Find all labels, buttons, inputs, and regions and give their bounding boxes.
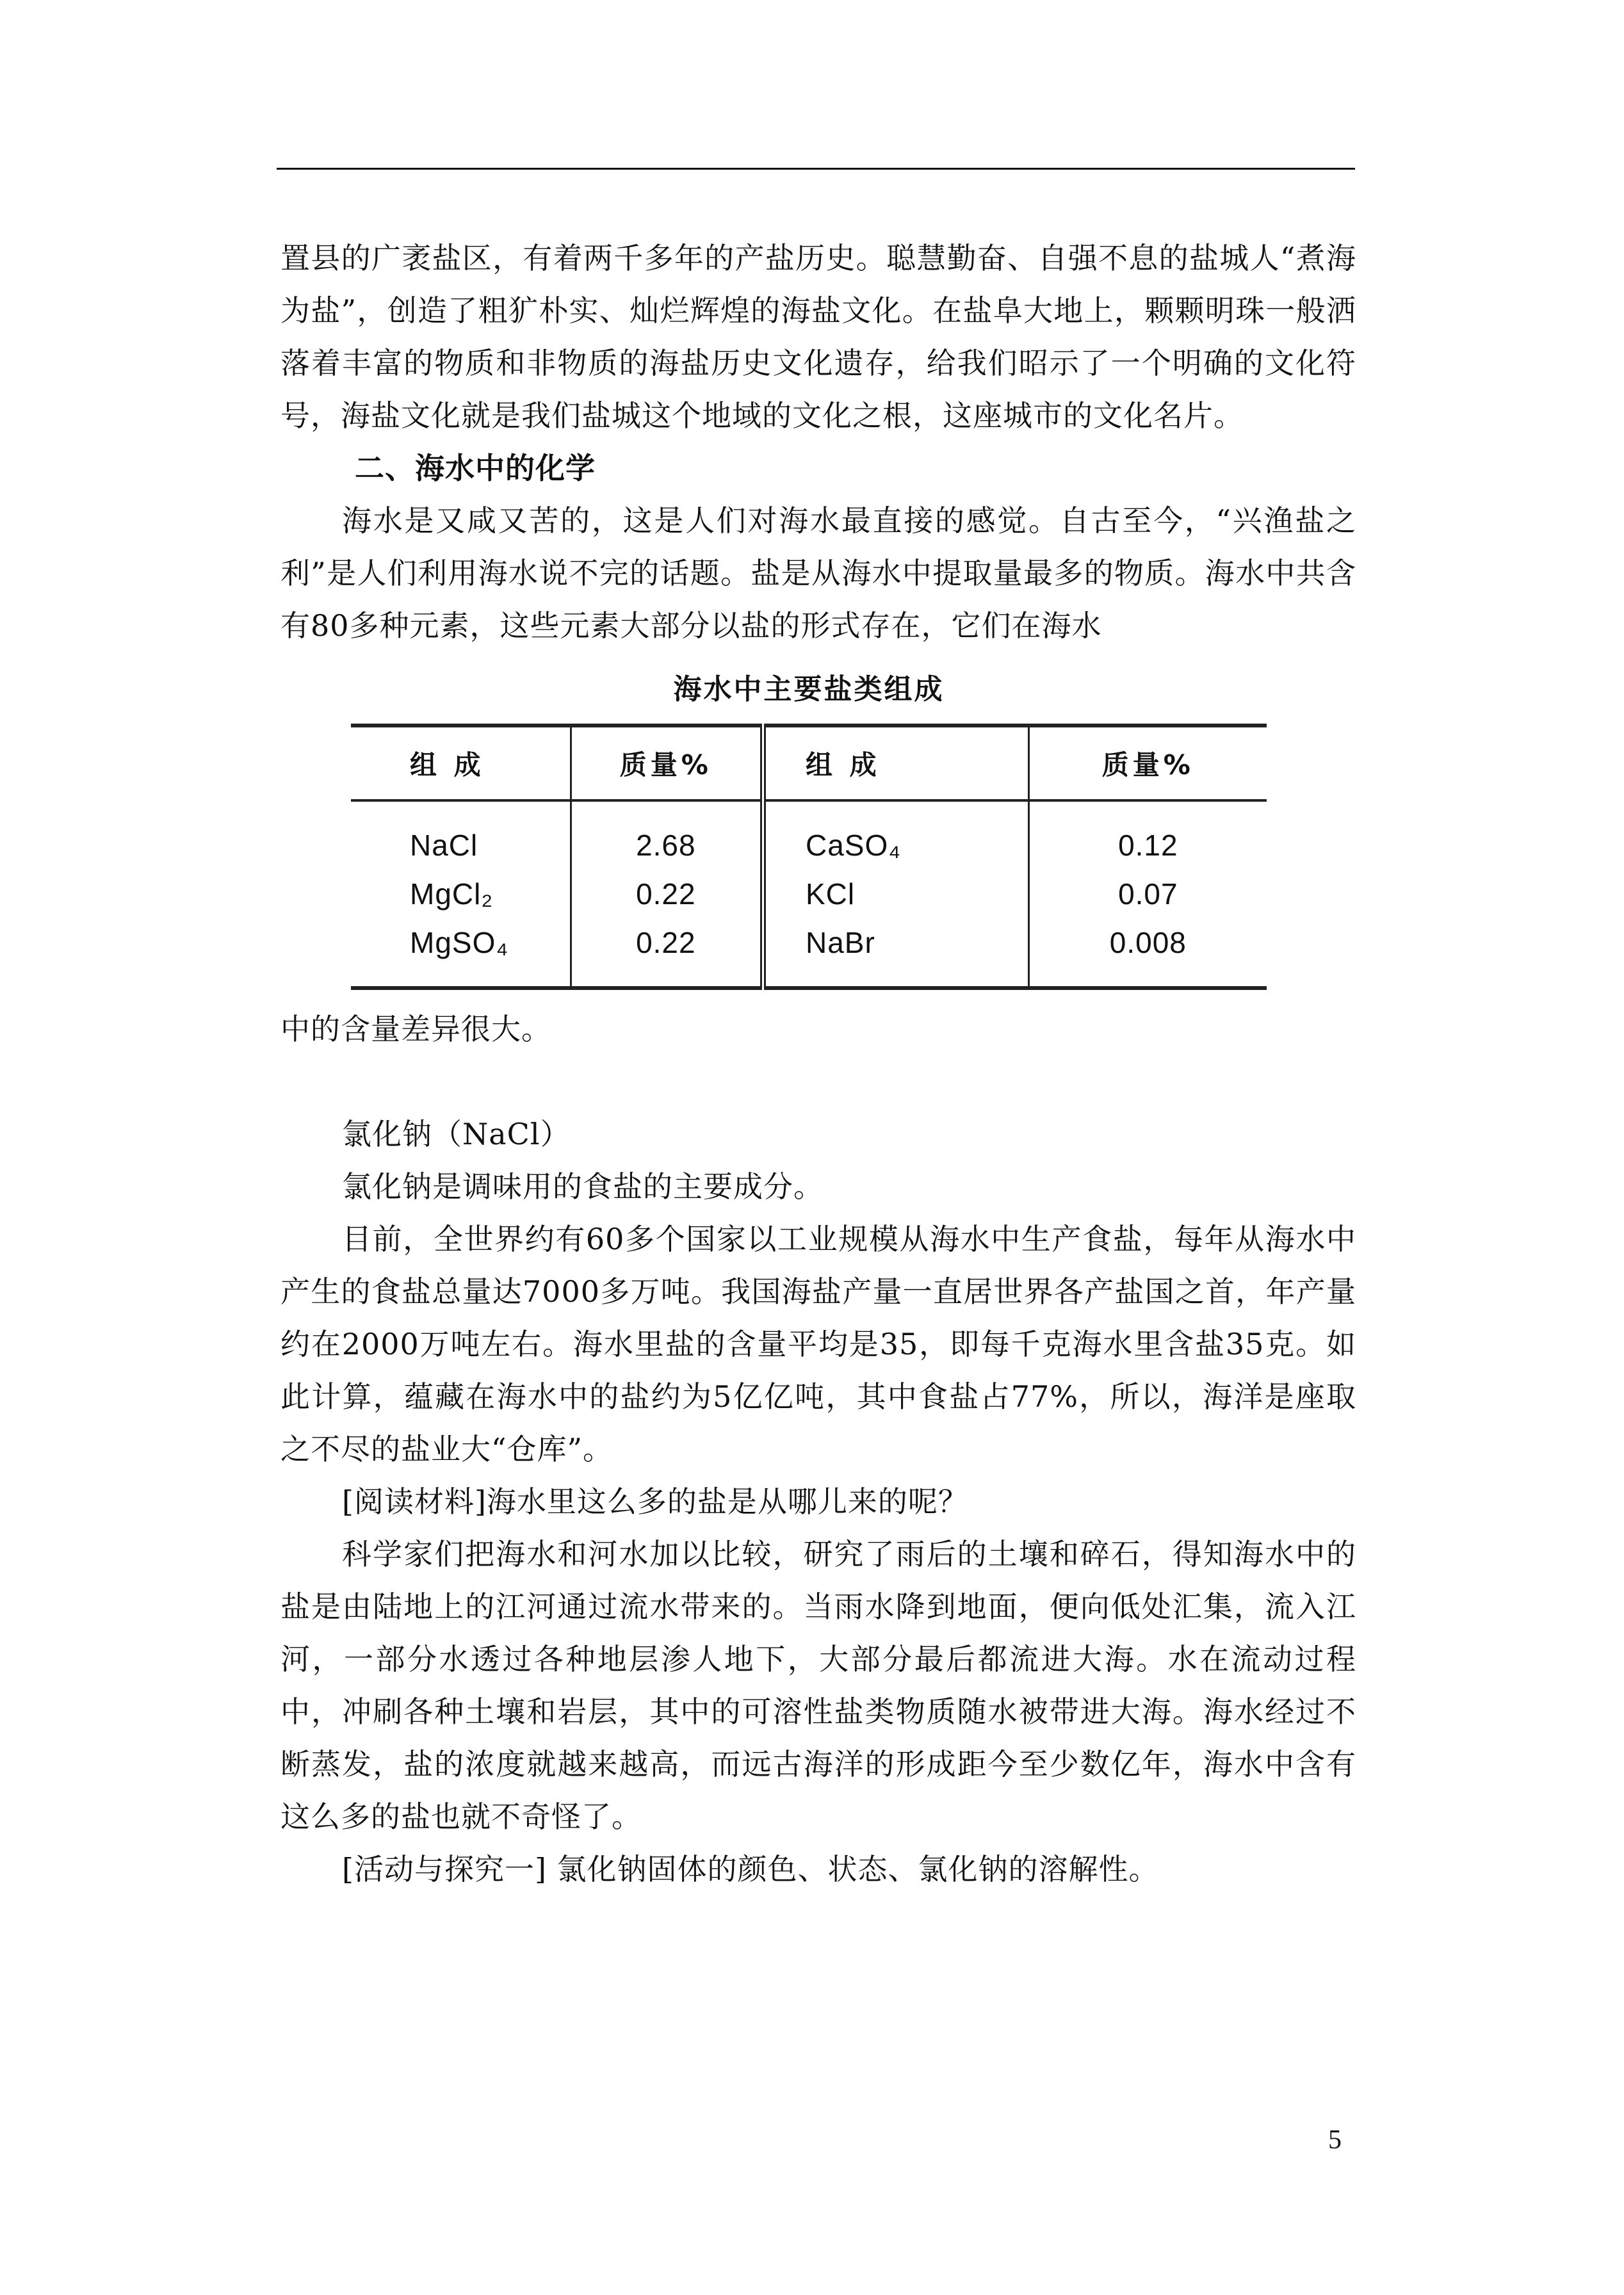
table-header-row xyxy=(351,726,1267,800)
cell-mass: 0.008 xyxy=(1028,918,1267,988)
header-rule xyxy=(277,168,1355,170)
nacl-definition: 氯化钠是调味用的食盐的主要成分。 xyxy=(342,1169,824,1204)
paragraph-salt-culture: 置县的广袤盐区，有着两千多年的产盐历史。聪慧勤奋、自强不息的盐城人“煮海为盐”，创造了粗犷朴实、灿烂辉煌的海盐文化。在盐阜大地上，颗颗明珠一般洒落着丰富的物质和非物质的海盐历史文化遗存，给我们昭示了一个明确的文化符号，海盐文化就是我们盐城这个地域的文化之根，这座城市的文化名片。 xyxy=(280,241,1356,433)
paragraph-salt-production: 目前，全世界约有60多个国家以工业规模从海水中生产食盐，每年从海水中产生的食盐总量达7000多万吨。我国海盐产量一直居世界各产盐国之首，年产量约在2000万吨左右。海水里盐的含量平均是35，即每千克海水里含盐35克。如此计算，蕴藏在海水中的盐约为5亿亿吨，其中食盐占77%，所以，海洋是座取之不尽的盐业大“仓库”。 xyxy=(280,1222,1356,1466)
salt-composition-figure xyxy=(351,666,1299,990)
cell-component: CaSO₄ xyxy=(763,800,1028,870)
paragraph-seawater-intro: 海水是又咸又苦的，这是人们对海水最直接的感觉。自古至今，“兴渔盐之利”是人们利用海水说不完的话题。盐是从海水中提取量最多的物质。海水中共含有80多种元素，这些元素大部分以盐的形式存在，它们在海水 xyxy=(280,503,1356,643)
blank-line xyxy=(280,1055,1356,1108)
cell-mass: 0.22 xyxy=(571,918,763,988)
table-row xyxy=(351,918,1267,988)
section-title: 二、海水中的化学 xyxy=(355,451,596,485)
header-mass-2: 质量% xyxy=(1028,726,1267,800)
cell-mass: 0.07 xyxy=(1028,870,1267,918)
cell-component: NaCl xyxy=(410,829,478,862)
page-number: 5 xyxy=(1328,2125,1342,2155)
cell-component: NaBr xyxy=(763,918,1028,988)
paragraph-reading-material: 科学家们把海水和河水加以比较，研究了雨后的土壤和碎石，得知海水中的盐是由陆地上的江河通过流水带来的。当雨水降到地面，便向低处汇集，流入江河，一部分水透过各种地层渗人地下，大部分最后都流进大海。水在流动过程中，冲刷各种土壤和岩层，其中的可溶性盐类物质随水被带进大海。海水经过不断蒸发，盐的浓度就越来越高，而远古海洋的形成距今至少数亿年，海水中含有这么多的盐也就不奇怪了。 xyxy=(280,1537,1356,1834)
header-component-1: 组 成 xyxy=(351,726,571,800)
cell-component: KCl xyxy=(763,870,1028,918)
cell-mass: 2.68 xyxy=(571,800,763,870)
table-row xyxy=(351,800,1267,870)
activity-title: [活动与探究一] 氯化钠固体的颜色、状态、氯化钠的溶解性。 xyxy=(342,1852,1159,1886)
salt-composition-table xyxy=(351,724,1267,990)
cell-component: MgCl₂ xyxy=(410,877,494,911)
cell-mass: 0.22 xyxy=(571,870,763,918)
reading-material-title: [阅读材料]海水里这么多的盐是从哪儿来的呢？ xyxy=(342,1484,968,1519)
header-component-2: 组 成 xyxy=(763,726,1028,800)
table-row xyxy=(351,870,1267,918)
cell-component: MgSO₄ xyxy=(410,926,509,959)
cell-mass: 0.12 xyxy=(1028,800,1267,870)
paragraph-after-table: 中的含量差异很大。 xyxy=(280,1012,551,1046)
header-mass-1: 质量% xyxy=(571,726,763,800)
document-page xyxy=(280,232,1356,1895)
nacl-title: 氯化钠（NaCl） xyxy=(342,1117,571,1151)
table-caption: 海水中主要盐类组成 xyxy=(673,673,945,706)
